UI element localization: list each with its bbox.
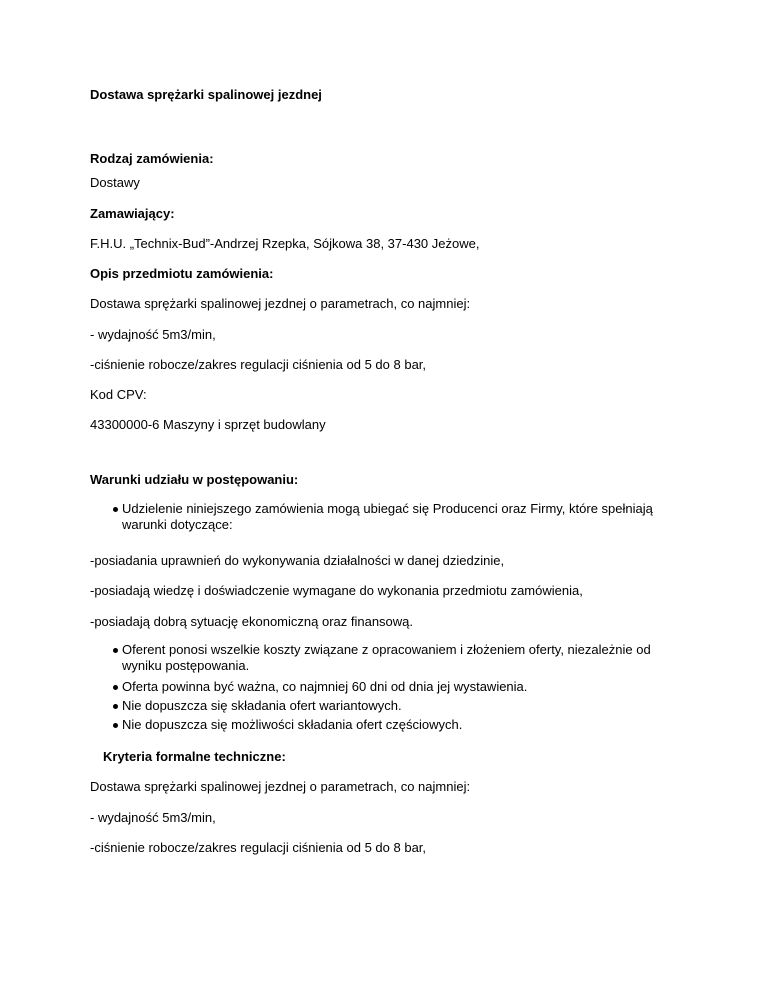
- order-type-value: Dostawy: [90, 175, 140, 190]
- conditions-label: Warunki udziału w postępowaniu:: [90, 472, 299, 487]
- conditions-item: -posiadają wiedzę i doświadczenie wymagane do wykonania przedmiotu zamówienia,: [90, 583, 583, 598]
- offer-bullet: Nie dopuszcza się składania ofert wariantowych.: [122, 698, 402, 713]
- criteria-intro: Dostawa sprężarki spalinowej jezdnej o parametrach, co najmniej:: [90, 779, 471, 794]
- criteria-param: -ciśnienie robocze/zakres regulacji ciśnienia od 5 do 8 bar,: [90, 840, 427, 855]
- offer-bullet: Oferta powinna być ważna, co najmniej 60 dni od dnia jej wystawienia.: [122, 679, 528, 694]
- subject-param: -ciśnienie robocze/zakres regulacji ciśnienia od 5 do 8 bar,: [90, 357, 427, 372]
- bullet-icon: [113, 704, 118, 709]
- subject-param: - wydajność 5m3/min,: [90, 327, 216, 342]
- conditions-bullet: Udzielenie niniejszego zamówienia mogą ubiegać się Producenci oraz Firmy, które spełniają warunki dotyczące:: [122, 501, 653, 532]
- criteria-label: Kryteria formalne techniczne:: [103, 749, 286, 764]
- bullet-icon: [113, 507, 118, 512]
- bullet-icon: [113, 723, 118, 728]
- buyer-label: Zamawiający:: [90, 206, 175, 221]
- document-title: Dostawa sprężarki spalinowej jezdnej: [90, 87, 322, 102]
- buyer-value: F.H.U. „Technix-Bud”-Andrzej Rzepka, Sójkowa 38, 37-430 Jeżowe,: [90, 236, 480, 251]
- cpv-value: 43300000-6 Maszyny i sprzęt budowlany: [90, 417, 326, 432]
- bullet-icon: [113, 648, 118, 653]
- conditions-item: -posiadania uprawnień do wykonywania działalności w danej dziedzinie,: [90, 553, 505, 568]
- offer-bullet: Nie dopuszcza się możliwości składania ofert częściowych.: [122, 717, 463, 732]
- offer-bullet: Oferent ponosi wszelkie koszty związane z opracowaniem i złożeniem oferty, niezależnie od wyniku postępowania.: [122, 642, 651, 673]
- conditions-item: -posiadają dobrą sytuację ekonomiczną oraz finansową.: [90, 614, 414, 629]
- bullet-icon: [113, 685, 118, 690]
- order-type-label: Rodzaj zamówienia:: [90, 151, 214, 166]
- criteria-param: - wydajność 5m3/min,: [90, 810, 216, 825]
- subject-intro: Dostawa sprężarki spalinowej jezdnej o parametrach, co najmniej:: [90, 296, 471, 311]
- subject-label: Opis przedmiotu zamówienia:: [90, 266, 274, 281]
- cpv-label: Kod CPV:: [90, 387, 147, 402]
